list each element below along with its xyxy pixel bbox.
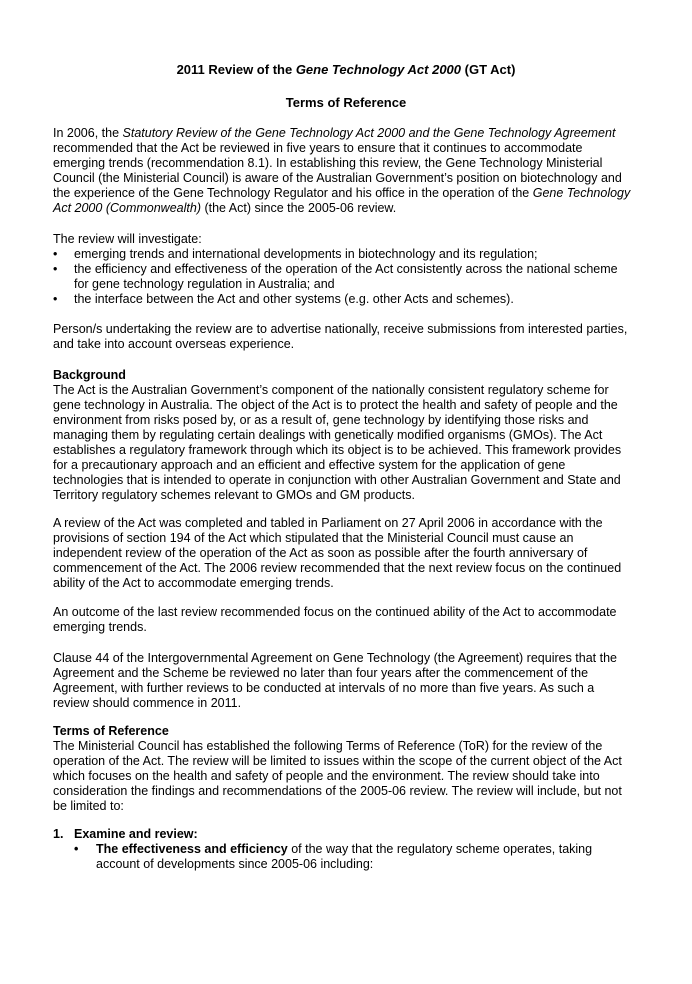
title-italic: Gene Technology Act 2000 [295, 62, 462, 77]
title-prefix: 2011 Review of the [176, 62, 296, 77]
background-paragraph-4: Clause 44 of the Intergovernmental Agreement on Gene Technology (the Agreement) requires that the Agreement and the Scheme be reviewed no later than four years after the commencement of the Agreement, with further reviews to be conducted at intervals of no more than five years. As such a review should commence in 2011. [53, 651, 618, 710]
background-paragraph-2: A review of the Act was completed and tabled in Parliament on 27 April 2006 in accordance with the provisions of section 194 of the Act which stipulated that the Ministerial Council must cause an independent review of the operation of the Act as soon as possible after the fourth anniversary of commencement of the Act. The 2006 review recommended that the next review focus on the continued ability of the Act to accommodate emerging trends. [53, 516, 622, 590]
bullet-icon: • [53, 262, 58, 276]
investigate-intro: The review will investigate: [53, 232, 202, 246]
intro-paragraph-3: Person/s undertaking the review are to advertise nationally, receive submissions from interested parties, and take into account overseas experience. [53, 322, 628, 351]
document-title [0, 62, 692, 77]
list-item: • the interface between the Act and other systems (e.g. other Acts and schemes). [53, 292, 514, 306]
list-item: • emerging trends and international developments in biotechnology and its regulation; [53, 247, 538, 261]
list-item: • the efficiency and effectiveness of the operation of the Act consistently across the national scheme for gene technology regulation in Australia; and [53, 262, 618, 291]
bullet-icon: • [53, 247, 58, 261]
tor-heading: Terms of Reference [53, 724, 169, 738]
tor-item-label: Examine and review: [74, 827, 198, 841]
background-paragraph-3: An outcome of the last review recommended focus on the continued ability of the Act to accommodate emerging trends. [53, 605, 617, 634]
bullet-icon: • [53, 292, 58, 306]
background-heading: Background [53, 368, 126, 382]
intro-paragraph: In 2006, the Statutory Review of the Gene Technology Act 2000 and the Gene Technology Agreement recommended that the Act be reviewed in five years to ensure that it continues to accommodate emerging trends (recommendation 8.1). In establishing this review, the Gene Technology Ministerial Council (the Ministerial Council) is aware of the Australian Government’s position on biotechnology and the experience of the Gene Technology Regulator and his office in the operation of the Gene Technology Act 2000 (Commonwealth) (the Act) since the 2005-06 review. [53, 126, 631, 215]
bullet-icon: • [74, 842, 79, 856]
title-suffix: (GT Act) [461, 62, 516, 77]
tor-item-number: 1. [53, 827, 64, 841]
background-paragraph-1: The Act is the Australian Government’s component of the nationally consistent regulatory scheme for gene technology in Australia. The object of the Act is to protect the health and safety of people and the environment from risks posed by, or as a result of, gene technology by identifying those risks and managing them by regulating certain dealings with genetically modified organisms (GMOs). The Act establishes a regulatory framework through which its object is to be achieved. This framework provides for a precautionary approach and an efficient and effective system for the application of gene technologies that is intended to operate in conjunction with other Australian Government and State and Territory regulatory schemes relevant to GMOs and GM products. [53, 383, 622, 502]
tor-sub-item: • The effectiveness and efficiency of the way that the regulatory scheme operates, taking account of developments since 2005-06 including: [74, 842, 593, 871]
investigate-list [53, 247, 633, 307]
document-subtitle: Terms of Reference [285, 95, 407, 110]
tor-paragraph: The Ministerial Council has established the following Terms of Reference (ToR) for the review of the operation of the Act. The review will be limited to issues within the scope of the current object of the Act which focuses on the health and safety of people and the environment. The review should take into consideration the findings and recommendations of the 2005-06 review. The review will include, but not be limited to: [53, 739, 622, 813]
